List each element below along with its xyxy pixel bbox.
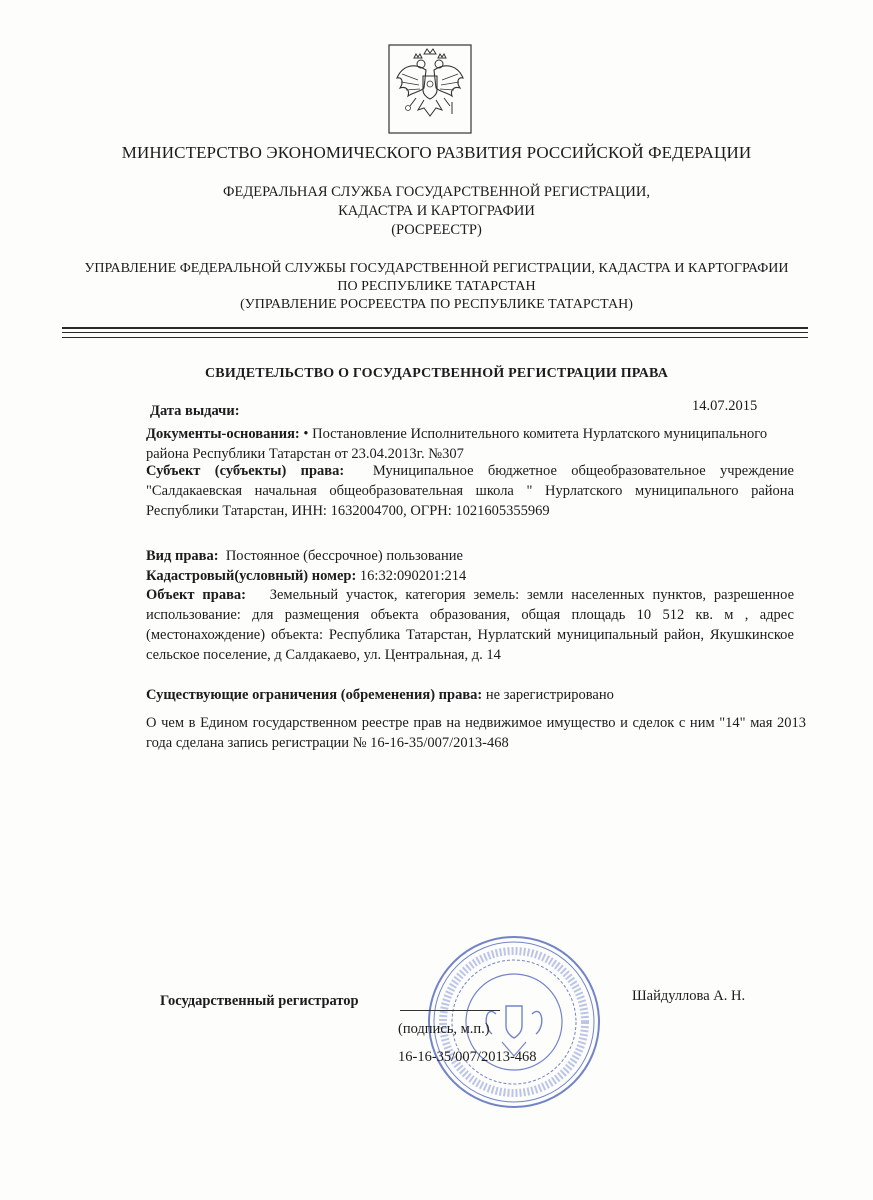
- certificate-title: СВИДЕТЕЛЬСТВО О ГОСУДАРСТВЕННОЙ РЕГИСТРАЦИИ ПРАВА: [204, 366, 669, 381]
- header-divider-thick: [62, 327, 808, 329]
- issue-date-value: 14.07.2015: [692, 398, 758, 414]
- restrictions-label: Существующие ограничения (обременения) права:: [146, 687, 483, 703]
- signature-caption: (подпись, м.п.): [398, 1021, 490, 1037]
- header-divider-thin: [62, 332, 808, 333]
- right-type: [146, 546, 463, 566]
- documents-value: • Постановление Исполнительного комитета Нурлатского муниципального района Республики Татарстан от 23.04.2013г. №307: [146, 426, 768, 462]
- object-value: Земельный участок, категория земель: земли населенных пунктов, разрешенное использование: для размещения объекта образования, общая площадь 10 512 кв. м , адрес (местонахождение) объекта: Республика Татарстан, Нурлатский муниципальный район, Якушкинское сельское поселение, д Салдакаево, ул. Центральная, д. 14: [146, 587, 795, 663]
- documents-label: Документы-основания:: [146, 426, 300, 442]
- restrictions: [146, 685, 614, 705]
- service-line-1: ФЕДЕРАЛЬНАЯ СЛУЖБА ГОСУДАРСТВЕННОЙ РЕГИСТРАЦИИ,: [223, 184, 650, 200]
- cadastral-label: Кадастровый(условный) номер:: [146, 568, 357, 584]
- federal-service-name: [0, 183, 873, 240]
- object-label: Объект права:: [146, 587, 247, 603]
- subject-value: Муниципальное бюджетное общеобразовательное учреждение "Салдакаевская начальная общеобразовательная школа " Нурлатского муниципального района Республики Татарстан, ИНН: 1632004700, ОГРН: 1021605355969: [146, 463, 794, 519]
- registrar-name: Шайдуллова А. Н.: [632, 988, 746, 1004]
- ministry-name: МИНИСТЕРСТВО ЭКОНОМИЧЕСКОГО РАЗВИТИЯ РОССИЙСКОЙ ФЕДЕРАЦИИ: [121, 143, 752, 162]
- cadastral-value: 16:32:090201:214: [359, 568, 467, 584]
- restrictions-value: не зарегистрировано: [485, 687, 614, 703]
- russian-coat-of-arms-icon: [388, 44, 472, 134]
- dept-line-2: ПО РЕСПУБЛИКЕ ТАТАРСТАН: [337, 279, 536, 294]
- right-type-value: Постоянное (бессрочное) пользование: [225, 548, 463, 564]
- subject-label: Субъект (субъекты) права:: [146, 463, 345, 479]
- service-line-3: (РОСРЕЕСТР): [391, 222, 482, 238]
- dept-line-3: (УПРАВЛЕНИЕ РОСРЕЕСТРА ПО РЕСПУБЛИКЕ ТАТАРСТАН): [240, 297, 633, 312]
- right-type-label: Вид права:: [146, 548, 219, 564]
- registrar-label: Государственный регистратор: [160, 993, 359, 1009]
- header-divider-bottom: [62, 337, 808, 338]
- cadastral-number: [146, 566, 466, 586]
- documents-basis: [146, 424, 806, 464]
- right-holder: [146, 461, 794, 521]
- coat-of-arms-emblem: [388, 44, 472, 134]
- dept-line-1: УПРАВЛЕНИЕ ФЕДЕРАЛЬНОЙ СЛУЖБЫ ГОСУДАРСТВЕННОЙ РЕГИСТРАЦИИ, КАДАСТРА И КАРТОГРАФИИ: [84, 261, 789, 276]
- service-line-2: КАДАСТРА И КАРТОГРАФИИ: [338, 203, 535, 219]
- department-name: [0, 260, 873, 314]
- registry-record: О чем в Едином государственном реестре прав на недвижимое имущество и сделок с ним "14" мая 2013 года сделана запись регистрации № 16-16-35/007/2013-468: [146, 715, 806, 751]
- right-object: [146, 585, 794, 665]
- issue-date-label: Дата выдачи:: [150, 403, 240, 419]
- registration-number: 16-16-35/007/2013-468: [398, 1049, 537, 1065]
- signature-line: [400, 1010, 500, 1011]
